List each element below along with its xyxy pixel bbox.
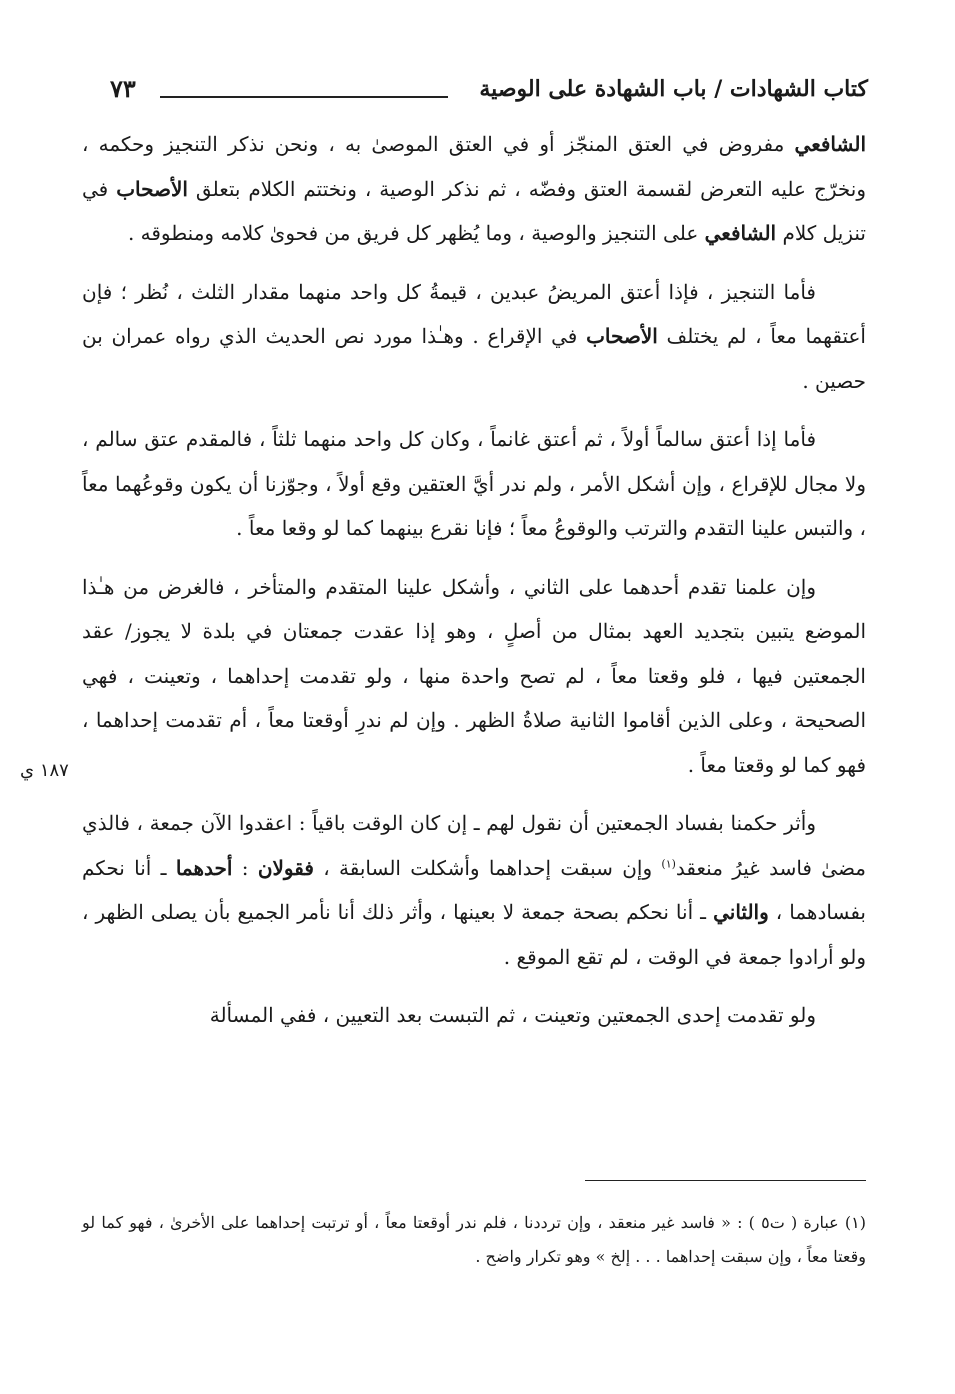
text-run: في تنزيل كلام <box>82 176 866 245</box>
bold-term: الأصحاب <box>116 176 188 201</box>
bold-term: أحدهما <box>175 855 233 880</box>
paragraph <box>82 565 866 788</box>
bold-term: الأصحاب <box>586 324 658 348</box>
running-header <box>110 72 868 112</box>
text-run: فأما التنجيز ، فإذا أعتق المريضُ عبدين ، قيمةُ كل واحد منهما مقدار الثلث ، نُظر ؛ فإن أعتقهما معاً ، لم يختلف <box>82 279 866 348</box>
footnote-ref: (١) <box>661 856 676 870</box>
paragraph <box>82 270 866 404</box>
text-run: ولو تقدمت إحدى الجمعتين وتعينت ، ثم التبست بعد التعيين ، ففي المسألة <box>209 1003 816 1027</box>
footnote-separator <box>585 1180 866 1181</box>
text-run: ـ أنا نحكم بفسادهما ، <box>82 855 867 924</box>
bold-term: فقولان <box>257 855 314 880</box>
paragraph <box>82 993 866 1038</box>
text-run: : <box>232 855 258 880</box>
paragraph <box>82 417 866 551</box>
text-run: على التنجيز والوصية ، وما يُظهر كل فريق من فحوىٰ كلامه ومنطوقه . <box>127 221 705 245</box>
text-run: مفروض في العتق المنجّز أو في العتق الموصىٰ به ، ونحن نذكر التنجيز وحكمه ، ونخرّج عليه التعرض لقسمة العتق وفضّه ، ثم نذكر الوصية ، ونختتم الكلام بتعلق <box>82 132 866 201</box>
header-title: كتاب الشهادات / باب الشهادة على الوصية <box>479 76 868 102</box>
paragraph <box>82 801 866 979</box>
margin-page-note: ١٨٧ ي <box>20 760 69 781</box>
bold-term: الشافعي <box>794 132 867 156</box>
text-run: وأثر حكمنا بفساد الجمعتين أن نقول لهم ـ إن كان الوقت باقياً : اعقدوا الآن جمعة ، فالذي مضىٰ فاسد غيرُ منعقد <box>82 811 867 880</box>
text-run: وإن علمنا تقدم أحدهما على الثاني ، وأشكل علينا المتقدم والمتأخر ، فالغرض من هـٰذا الموضع يتبين بتجديد العهد بمثال من أصلٍ ، وهو إذا عقدت جمعتان في بلدة لا يجوز/ عقد الجمعتين فيها ، فلو وقعتا معاً ، لم تصح واحدة منها ، ولو تقدمت إحداهما ، وتعينت ، فهي الصحيحة ، وعلى الذين أقاموا الثانية صلاةُ الظهر . وإن لم ندرِ أوقعتا معاً ، أم تقدمت إحداهما ، فهو كما لو وقعتا معاً . <box>82 574 866 777</box>
bold-term: والثاني <box>713 900 769 924</box>
text-run: فأما إذا أعتق سالماً أولاً ، ثم أعتق غانماً ، وكان كل واحد منهما ثلثاً ، فالمقدم عتق سالم ، ولا مجال للإقراع ، وإن أشكل الأمر ، ولم ندر أيَّ العتقين وقع أولاً ، وجوّزنا أن يكون وقوعُهما معاً ، والتبس علينا التقدم والترتب والوقوعُ معاً ؛ فإنا نقرع بينهما كما لو وقعا معاً . <box>82 427 866 540</box>
bold-term: الشافعي <box>704 221 777 245</box>
page-number: ٧٣ <box>110 74 136 103</box>
paragraph <box>82 122 866 256</box>
text-run: في الإقراع . وهـٰذا مورد نص الحديث الذي رواه عمران بن حصين . <box>82 324 866 393</box>
text-run: ـ أنا نحكم بصحة جمعة لا بعينها ، وأثر ذلك أنا نأمر الجميع بأن يصلى الظهر ، ولو أرادوا جمعة في الوقت ، لم تقع الموقع . <box>82 900 866 969</box>
header-rule <box>160 96 448 98</box>
footnotes <box>82 1206 866 1274</box>
main-text <box>82 122 866 1052</box>
text-run: وإن سبقت إحداهما وأشكلت السابقة ، <box>313 855 662 880</box>
footnote: (١) عبارة ( ت٥ ) : « فاسد غير منعقد ، وإن ترددنا ، فلم ندر أوقعتا معاً ، أو ترتبت إحداهما على الأخرىٰ ، فهو كما لو وقعتا معاً ، وإن سبقت إحداهما . . . إلخ » وهو تكرار واضح . <box>82 1213 866 1266</box>
